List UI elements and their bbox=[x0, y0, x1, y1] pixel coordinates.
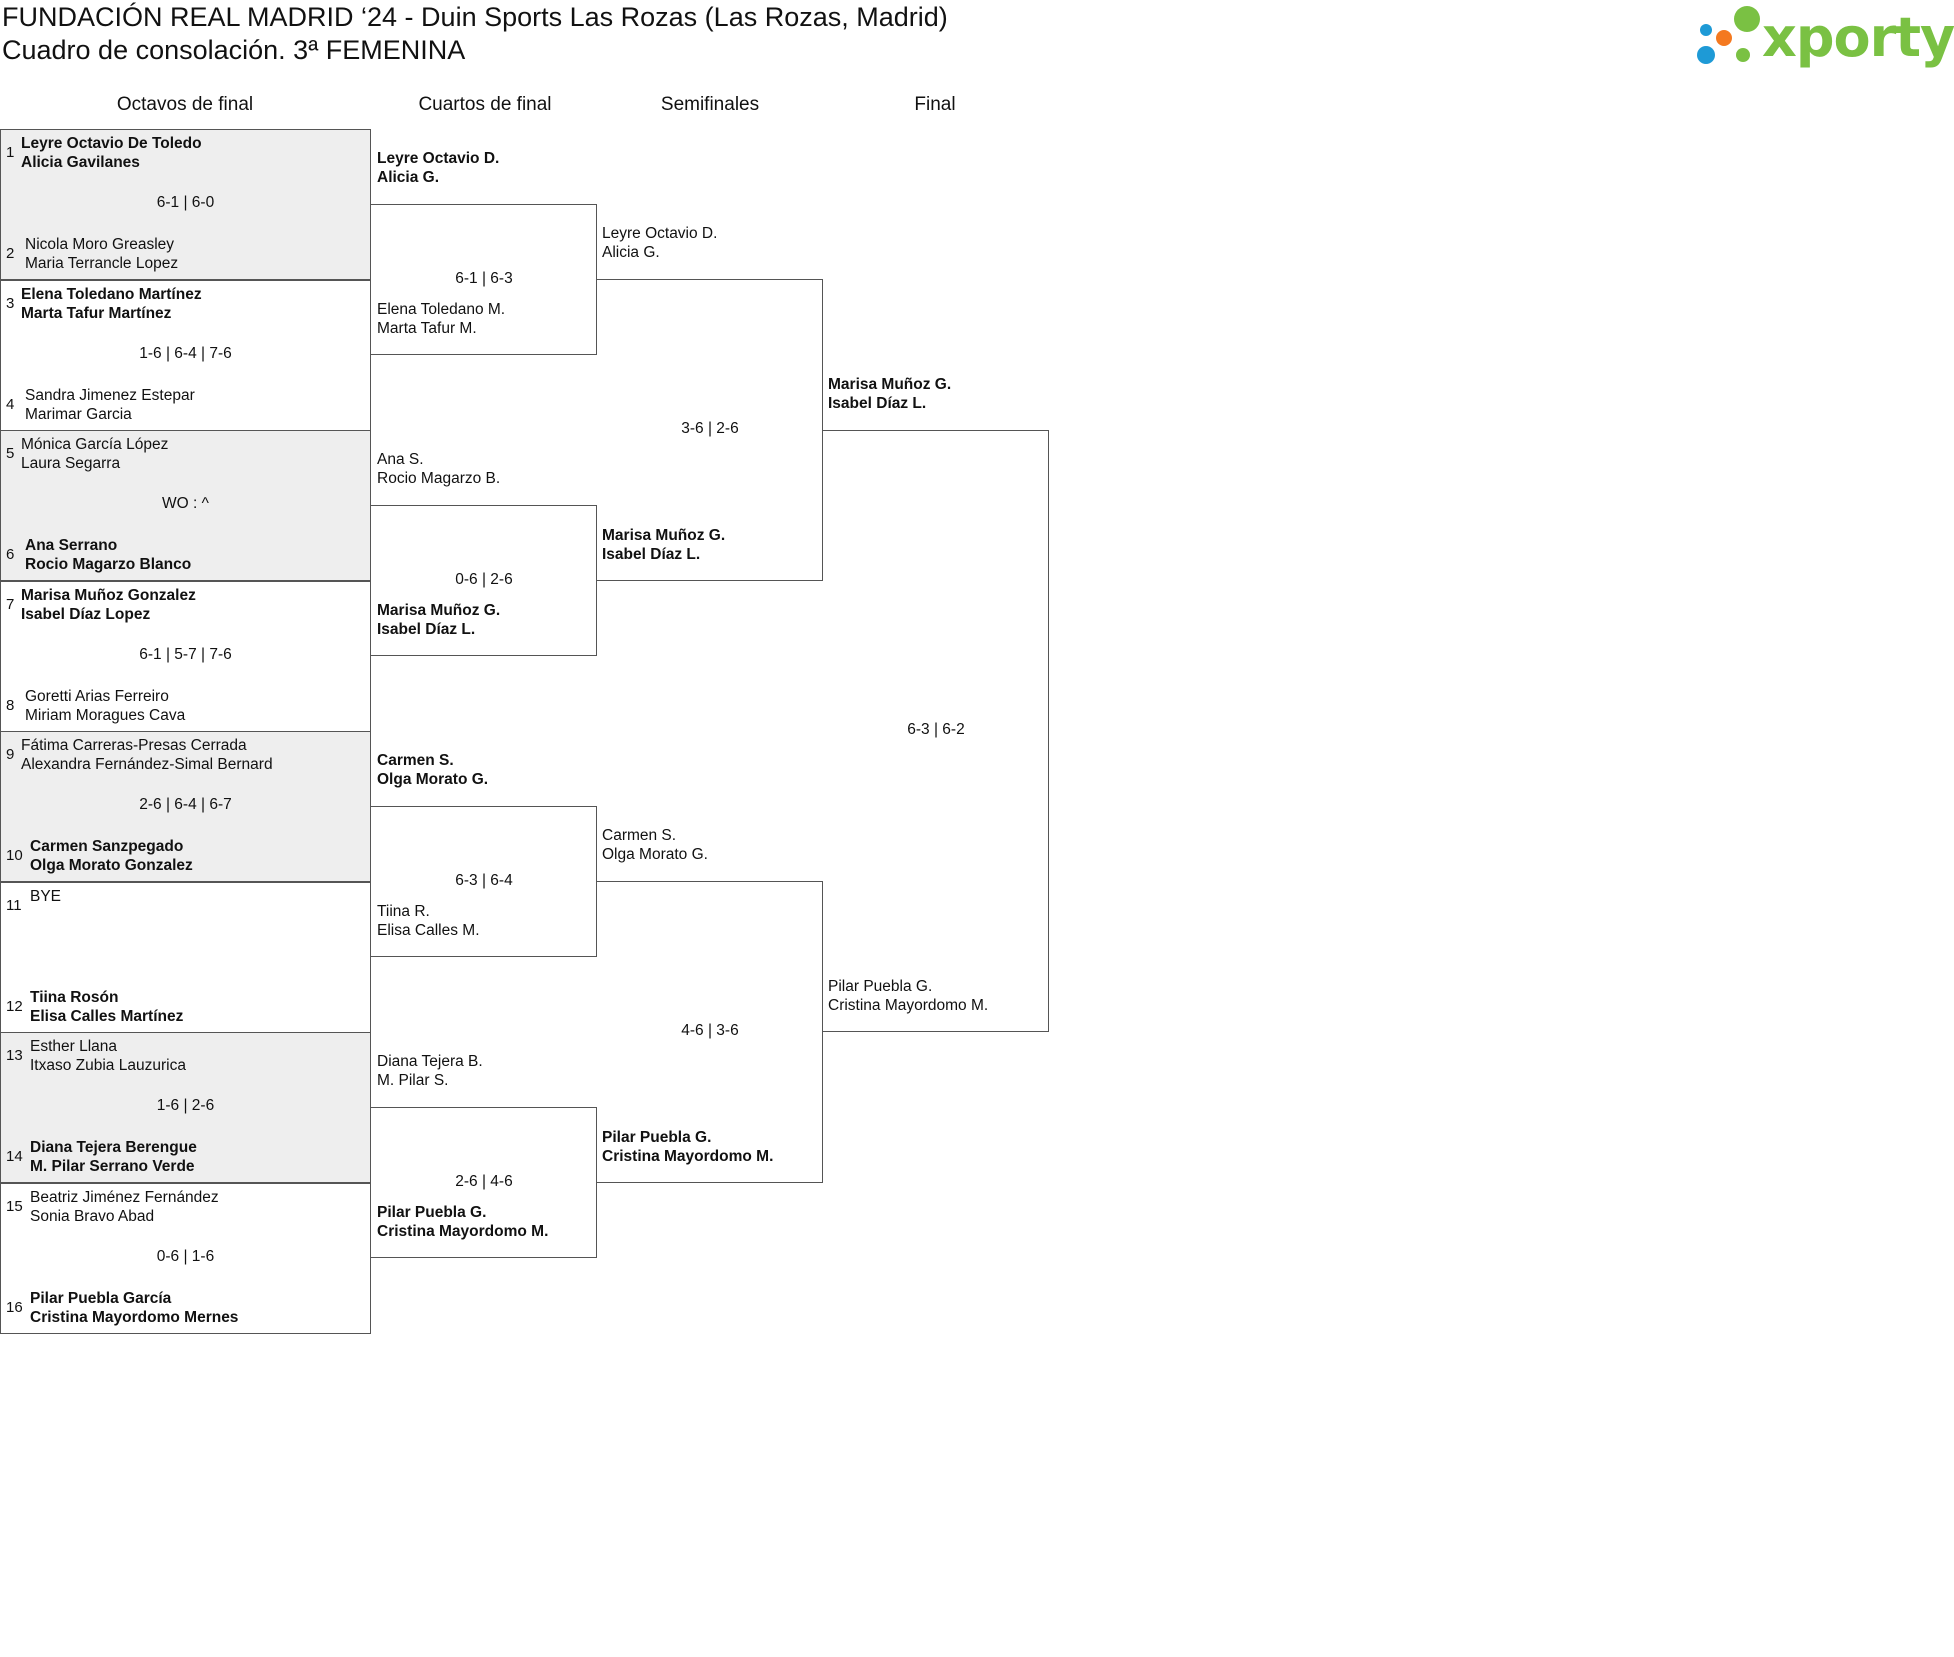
seed-number: 7 bbox=[6, 595, 15, 613]
player-name: Marisa Muñoz Gonzalez bbox=[21, 586, 196, 604]
team-a bbox=[21, 736, 273, 774]
match-score: 4-6 | 3-6 bbox=[681, 1022, 739, 1039]
match-score: 2-6 | 4-6 bbox=[455, 1172, 513, 1190]
match-score: 1-6 | 6-4 | 7-6 bbox=[139, 344, 232, 362]
seed-number: 15 bbox=[6, 1197, 23, 1215]
logo-dot-orange bbox=[1716, 30, 1732, 46]
player-name: Leyre Octavio D. bbox=[377, 150, 500, 167]
player-name: Marisa Muñoz G. bbox=[602, 527, 726, 544]
team-a bbox=[828, 375, 951, 413]
team-b bbox=[30, 1289, 238, 1327]
team-b bbox=[377, 601, 500, 639]
player-name: Beatriz Jiménez Fernández bbox=[30, 1188, 219, 1206]
team-a bbox=[21, 134, 202, 172]
player-name: Isabel Díaz L. bbox=[377, 621, 476, 638]
player-name: Elena Toledano Martínez bbox=[21, 285, 202, 303]
team-a bbox=[377, 1052, 483, 1090]
player-name: Esther Llana bbox=[30, 1038, 118, 1055]
player-name: Laura Segarra bbox=[21, 455, 121, 472]
match-score: 3-6 | 2-6 bbox=[681, 420, 739, 437]
player-name: Maria Terrancle Lopez bbox=[25, 255, 179, 272]
seed-number: 5 bbox=[6, 445, 15, 462]
match-score: 6-3 | 6-4 bbox=[455, 871, 513, 889]
team-a bbox=[377, 751, 488, 789]
team-b bbox=[30, 1138, 197, 1176]
seed-number: 9 bbox=[6, 746, 15, 763]
player-name: Sandra Jimenez Estepar bbox=[25, 386, 195, 404]
player-name: Olga Morato Gonzalez bbox=[30, 857, 193, 874]
player-name: Miriam Moragues Cava bbox=[25, 706, 186, 724]
player-name: Olga Morato G. bbox=[602, 846, 708, 863]
seed-number: 11 bbox=[6, 896, 22, 914]
logo-text: xporty bbox=[1762, 6, 1954, 69]
player-name: Leyre Octavio D. bbox=[602, 225, 718, 242]
seed-number: 8 bbox=[6, 696, 15, 714]
match-score: 6-3 | 6-2 bbox=[907, 721, 965, 738]
player-name: Isabel Díaz L. bbox=[828, 395, 927, 412]
team-b bbox=[377, 1203, 548, 1241]
team-b bbox=[25, 687, 185, 725]
player-name: Fátima Carreras-Presas Cerrada bbox=[21, 737, 247, 754]
player-name: Marimar Garcia bbox=[25, 405, 132, 423]
team-b bbox=[602, 1128, 773, 1166]
match-score: 6-1 | 5-7 | 7-6 bbox=[139, 645, 232, 663]
team-b bbox=[30, 837, 193, 875]
match-score: 0-6 | 2-6 bbox=[455, 570, 513, 588]
seed-number: 13 bbox=[6, 1047, 23, 1064]
player-name: Cristina Mayordomo Mernes bbox=[30, 1308, 239, 1326]
seed-number: 4 bbox=[6, 395, 15, 413]
team-a bbox=[377, 149, 499, 187]
logo-dot-green-small bbox=[1736, 48, 1750, 62]
player-name: Leyre Octavio De Toledo bbox=[21, 135, 202, 152]
player-name: Cristina Mayordomo M. bbox=[602, 1148, 774, 1165]
team-a bbox=[21, 586, 196, 624]
page-subtitle: Cuadro de consolación. 3ª FEMENINA bbox=[2, 35, 466, 65]
seed-number: 1 bbox=[6, 144, 15, 161]
player-name: Alexandra Fernández-Simal Bernard bbox=[21, 756, 273, 773]
team-b bbox=[602, 526, 725, 564]
team-a bbox=[602, 826, 708, 864]
match-score: 6-1 | 6-0 bbox=[156, 194, 215, 211]
player-name: Mónica García López bbox=[21, 436, 169, 453]
logo-dot-green bbox=[1734, 6, 1760, 32]
team-a bbox=[21, 435, 168, 473]
team-b bbox=[377, 902, 480, 940]
seed-number: 14 bbox=[6, 1148, 23, 1165]
player-name: Carmen S. bbox=[602, 827, 677, 844]
player-name: Tiina Rosón bbox=[30, 988, 119, 1006]
seed-number: 2 bbox=[6, 245, 15, 262]
team-b bbox=[25, 235, 178, 273]
player-name: Goretti Arias Ferreiro bbox=[25, 687, 169, 705]
team-b bbox=[828, 977, 988, 1015]
player-name: Isabel Díaz L. bbox=[602, 546, 701, 563]
player-name: Ana Serrano bbox=[25, 537, 118, 554]
player-name: Marisa Muñoz G. bbox=[828, 376, 952, 393]
player-name: Alicia G. bbox=[377, 169, 440, 186]
player-name: Marta Tafur M. bbox=[377, 320, 477, 337]
player-name: M. Pilar Serrano Verde bbox=[30, 1158, 195, 1175]
player-name: Elisa Calles M. bbox=[377, 922, 480, 939]
player-name: Cristina Mayordomo M. bbox=[377, 1223, 549, 1240]
player-name: Marisa Muñoz G. bbox=[377, 602, 501, 619]
match-score: 6-1 | 6-3 bbox=[455, 269, 513, 287]
team-b bbox=[30, 988, 183, 1026]
player-name: Pilar Puebla García bbox=[30, 1289, 172, 1307]
player-name: Pilar Puebla G. bbox=[602, 1129, 712, 1146]
player-name: Tiina R. bbox=[377, 903, 430, 920]
team-b bbox=[25, 536, 191, 574]
team-a bbox=[30, 887, 61, 906]
seed-number: 12 bbox=[6, 997, 23, 1015]
player-name: Elisa Calles Martínez bbox=[30, 1007, 184, 1025]
team-a bbox=[602, 224, 717, 262]
team-b bbox=[377, 300, 505, 338]
seed-number: 6 bbox=[6, 546, 15, 563]
player-name: Sonia Bravo Abad bbox=[30, 1207, 155, 1225]
player-name: M. Pilar S. bbox=[377, 1072, 449, 1089]
team-a bbox=[21, 285, 202, 323]
player-name: Ana S. bbox=[377, 451, 424, 468]
player-name: Rocio Magarzo Blanco bbox=[25, 556, 192, 573]
player-name: Rocio Magarzo B. bbox=[377, 470, 501, 487]
player-name: Cristina Mayordomo M. bbox=[828, 997, 989, 1014]
team-a bbox=[30, 1037, 186, 1075]
round-header-2: Cuartos de final bbox=[418, 94, 552, 115]
player-name: Carmen Sanzpegado bbox=[30, 838, 184, 855]
player-name: Pilar Puebla G. bbox=[828, 978, 933, 995]
page-title: FUNDACIÓN REAL MADRID ‘24 - Duin Sports Las Rozas (Las Rozas, Madrid) bbox=[2, 2, 948, 32]
player-name: Itxaso Zubia Lauzurica bbox=[30, 1057, 186, 1074]
player-name: Alicia Gavilanes bbox=[21, 154, 140, 171]
player-name: Pilar Puebla G. bbox=[377, 1204, 487, 1221]
match-score: 0-6 | 1-6 bbox=[156, 1247, 215, 1265]
player-name: Diana Tejera Berengue bbox=[30, 1139, 197, 1156]
logo-dot-blue-top bbox=[1700, 24, 1712, 36]
seed-number: 3 bbox=[6, 294, 15, 312]
round-header-3: Semifinales bbox=[660, 94, 760, 115]
player-name: Nicola Moro Greasley bbox=[25, 236, 175, 253]
player-name: Elena Toledano M. bbox=[377, 301, 506, 318]
xporty-logo bbox=[1697, 2, 1954, 70]
match-score: 1-6 | 2-6 bbox=[156, 1097, 215, 1114]
round-header-4: Final bbox=[914, 94, 956, 115]
player-name: Diana Tejera B. bbox=[377, 1053, 483, 1070]
seed-number: 16 bbox=[6, 1298, 23, 1316]
player-name: Carmen S. bbox=[377, 752, 454, 769]
match-score: 2-6 | 6-4 | 6-7 bbox=[139, 796, 232, 813]
player-name: Marta Tafur Martínez bbox=[21, 304, 172, 322]
player-name: Olga Morato G. bbox=[377, 771, 489, 788]
player-name: Isabel Díaz Lopez bbox=[21, 605, 151, 623]
team-a bbox=[377, 450, 500, 488]
seed-number: 10 bbox=[6, 847, 23, 864]
team-a bbox=[30, 1188, 219, 1226]
team-b bbox=[25, 386, 195, 424]
round-header-1: Octavos de final bbox=[116, 94, 254, 115]
logo-dot-blue-bottom bbox=[1697, 46, 1715, 64]
player-name: Alicia G. bbox=[602, 244, 660, 261]
player-name: BYE bbox=[30, 887, 62, 905]
match-score: WO : ^ bbox=[162, 495, 209, 512]
